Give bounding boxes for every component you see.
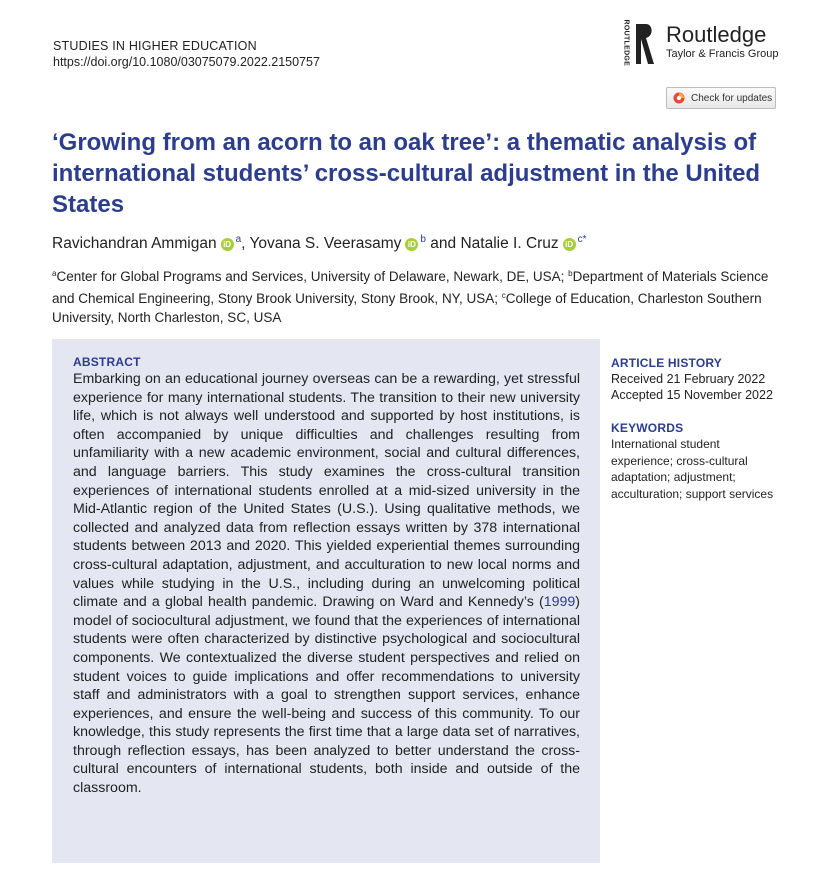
paper-title: ‘Growing from an acorn to an oak tree’: a thematic analysis of international students’ cross-cultural adjustment in the United States — [52, 129, 761, 218]
abstract-text: Embarking on an educational journey overseas can be a rewarding, yet stressful experience for many international students. The transition to their new university life, which is not always well understood and supported by host institutions, is often accompanied by unique difficulties and challenges resulting from unfamiliarity with a new academic environment, social and cultural differences, and language barriers. This study examines the cross-cultural transition experiences of international students enrolled at a mid-sized university in the Mid-Atlantic region of the United States (U.S.). Using qualitative methods, we collected and analyzed data from reflection essays written by 378 international students between 2013 and 2020. This yielded experiential themes surrounding cross-cultural adaptation, adjustment, and acculturation to new local norms and values while studying in the U.S., including during an unwelcoming political climate and a global health pandemic. Drawing on Ward and Kennedy’s (1999) model of sociocultural adjustment, we found that the experiences of international students were often characterized by distinctive psychological and sociocultural components. We contextualized the diverse student perspectives and relied on student voices to guide implications and offer recommendations to university staff and administrators with a goal to strengthen support services, enhance experiences, and ensure the well-being and success of this community. To our knowledge, this study represents the first time that a large data set of narratives, through reflection essays, has been analyzed to better understand the cross-cultural encounters of international students, both inside and outside of the classroom. — [73, 371, 580, 797]
publisher-group: Taylor & Francis Group — [666, 48, 779, 60]
affiliations — [52, 264, 772, 327]
affiliation: Department of Materials Science and Chemical Engineering, Stony Brook University, Stony Brook, NY, USA; — [52, 269, 769, 306]
author-separator: and — [425, 235, 461, 252]
author-affil-mark[interactable]: b — [420, 234, 426, 245]
abstract-heading: ABSTRACT — [73, 355, 141, 369]
affil-mark: a — [52, 269, 57, 278]
check-updates-button[interactable] — [666, 87, 776, 109]
article-history-heading: ARTICLE HISTORY — [611, 356, 723, 370]
author-affil-mark[interactable]: a — [235, 234, 242, 245]
author-list — [52, 230, 587, 254]
journal-header — [53, 38, 320, 70]
publisher-name: Routledge — [666, 22, 767, 47]
author-name: Ravichandran Ammigan — [52, 235, 217, 252]
author-separator: , — [241, 235, 250, 252]
accepted-date: Accepted 15 November 2022 — [611, 388, 773, 402]
affil-mark: c — [501, 291, 506, 300]
orcid-icon[interactable]: iD — [563, 238, 576, 251]
article-sidebar — [611, 356, 781, 502]
keywords-heading: KEYWORDS — [611, 421, 684, 435]
author-name: Natalie I. Cruz — [460, 235, 559, 252]
affiliation: Center for Global Programs and Services, University of Delaware, Newark, DE, USA; — [56, 269, 569, 284]
check-updates-icon — [673, 92, 685, 104]
publisher-logo — [620, 19, 779, 67]
author-name: Yovana S. Veerasamy — [249, 235, 402, 252]
orcid-icon[interactable]: iD — [221, 238, 234, 251]
publisher-vertical-text: ROUTLEDGE — [622, 19, 630, 67]
check-updates-label: Check for updates — [691, 92, 773, 104]
author-affil-mark[interactable]: c* — [577, 234, 587, 245]
routledge-logo-icon — [634, 22, 656, 66]
abstract-box — [52, 339, 600, 863]
keywords-text: International student experience; cross-cultural adaptation; adjustment; acculturation; support services — [611, 437, 774, 501]
journal-name: STUDIES IN HIGHER EDUCATION — [53, 39, 257, 53]
received-date: Received 21 February 2022 — [611, 372, 766, 386]
affil-mark: b — [568, 269, 573, 278]
orcid-icon[interactable]: iD — [405, 238, 418, 251]
affiliation: College of Education, Charleston Southern University, North Charleston, SC, USA — [52, 291, 762, 325]
doi-link[interactable]: https://doi.org/10.1080/03075079.2022.2150757 — [53, 55, 320, 69]
citation-link[interactable]: 1999 — [543, 594, 576, 611]
